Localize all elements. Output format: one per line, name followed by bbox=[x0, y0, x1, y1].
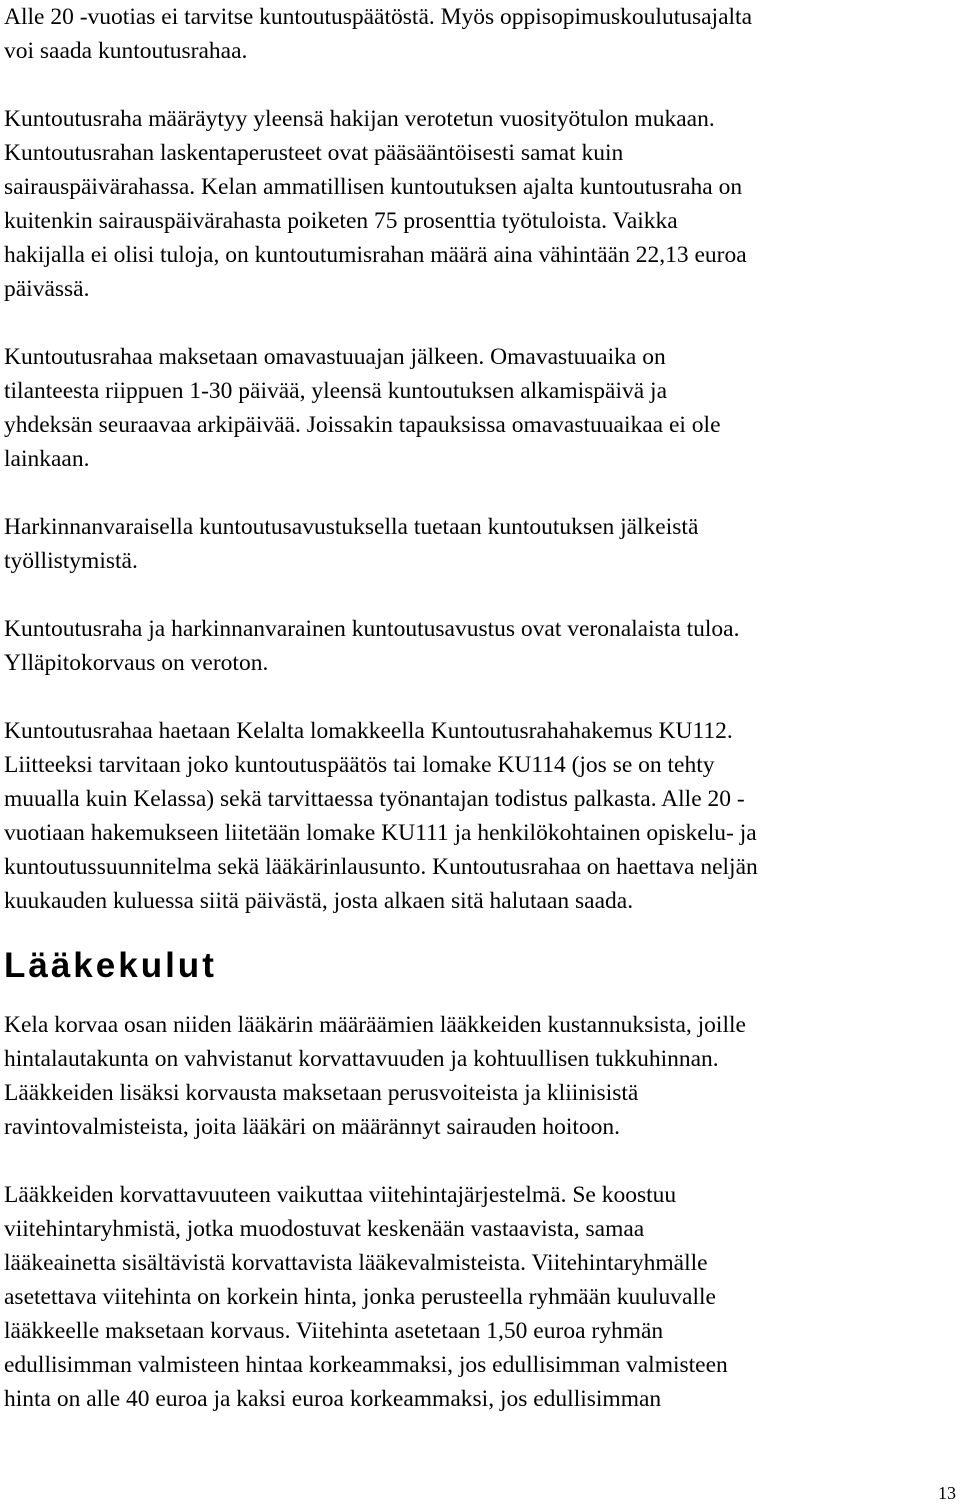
paragraph-rehab-age: Alle 20 -vuotias ei tarvitse kuntoutuspäätöstä. Myös oppisopimuskoulutusajalta voi saada kuntoutusrahaa. bbox=[4, 4, 752, 64]
paragraph-gap bbox=[4, 68, 954, 102]
page-number: 13 bbox=[938, 1483, 956, 1503]
paragraph-waiting-period: Kuntoutusrahaa maksetaan omavastuuajan jälkeen. Omavastuuaika on tilanteesta riippuen 1-30 päivää, yleensä kuntoutuksen alkamispäivä ja yhdeksän seuraavaa arkipäivää. Joissakin tapauksissa omavastuuaikaa ei ole lainkaan. bbox=[4, 344, 721, 472]
paragraph-taxation: Kuntoutusraha ja harkinnanvarainen kuntoutusavustus ovat veronalaista tuloa. Ylläpitokorvaus on veroton. bbox=[4, 616, 740, 676]
paragraph-reference-price-system: Lääkkeiden korvattavuuteen vaikuttaa viitehintajärjestelmä. Se koostuu viitehintaryhmistä, jotka muodostuvat keskenään vastaavista, samaa lääkeainetta sisältävistä korvattavista lääkevalmisteista. Viitehintaryhmälle asetettava viitehinta on korkein hinta, jonka perusteella ryhmään kuuluvalle lääkkeelle maksetaan korvaus. Viitehinta asetetaan 1,50 euroa ryhmän edullisimman valmisteen hintaa korkeammaksi, jos edullisimman valmisteen hinta on alle 40 euroa ja kaksi euroa korkeammaksi, jos edullisimman bbox=[4, 1182, 728, 1412]
paragraph-rehab-allowance-amount: Kuntoutusraha määräytyy yleensä hakijan verotetun vuosityötulon mukaan. Kuntoutusrahan laskentaperusteet ovat pääsääntöisesti samat kuin sairauspäivärahassa. Kelan ammatillisen kuntoutuksen ajalta kuntoutusraha on kuitenkin sairauspäivärahasta poiketen 75 prosenttia työtuloista. Vaikka hakijalla ei olisi tuloja, on kuntoutumisrahan määrä aina vähintään 22,13 euroa päivässä. bbox=[4, 106, 747, 302]
paragraph-medicine-reimbursement: Kela korvaa osan niiden lääkärin määräämien lääkkeiden kustannuksista, joille hintalautakunta on vahvistanut korvattavuuden ja kohtuullisen tukkuhinnan. Lääkkeiden lisäksi korvausta maksetaan perusvoiteista ja kliinisistä ravintovalmisteista, joita lääkäri on määrännyt sairauden hoitoon. bbox=[4, 1012, 746, 1140]
paragraph-gap bbox=[4, 1144, 954, 1178]
paragraph-application: Kuntoutusrahaa haetaan Kelalta lomakkeella Kuntoutusrahahakemus KU112. Liitteeksi tarvitaan joko kuntoutuspäätös tai lomake KU114 (jos se on tehty muualla kuin Kelassa) sekä tarvittaessa työnantajan todistus palkasta. Alle 20 - vuotiaan hakemukseen liitetään lomake KU111 ja henkilökohtainen opiskelu- ja kuntoutussuunnitelma sekä lääkärinlausunto. Kuntoutusrahaa on haettava neljän kuukauden kuluessa siitä päivästä, josta alkaen sitä halutaan saada. bbox=[4, 718, 758, 914]
section-heading-medicine-costs: Lääkekulut bbox=[4, 946, 217, 985]
paragraph-discretionary-grant: Harkinnanvaraisella kuntoutusavustuksella tuetaan kuntoutuksen jälkeistä työllistymistä. bbox=[4, 514, 699, 574]
document-page bbox=[4, 0, 954, 1416]
paragraph-gap bbox=[4, 680, 954, 714]
paragraph-gap bbox=[4, 578, 954, 612]
paragraph-gap bbox=[4, 476, 954, 510]
paragraph-gap bbox=[4, 306, 954, 340]
